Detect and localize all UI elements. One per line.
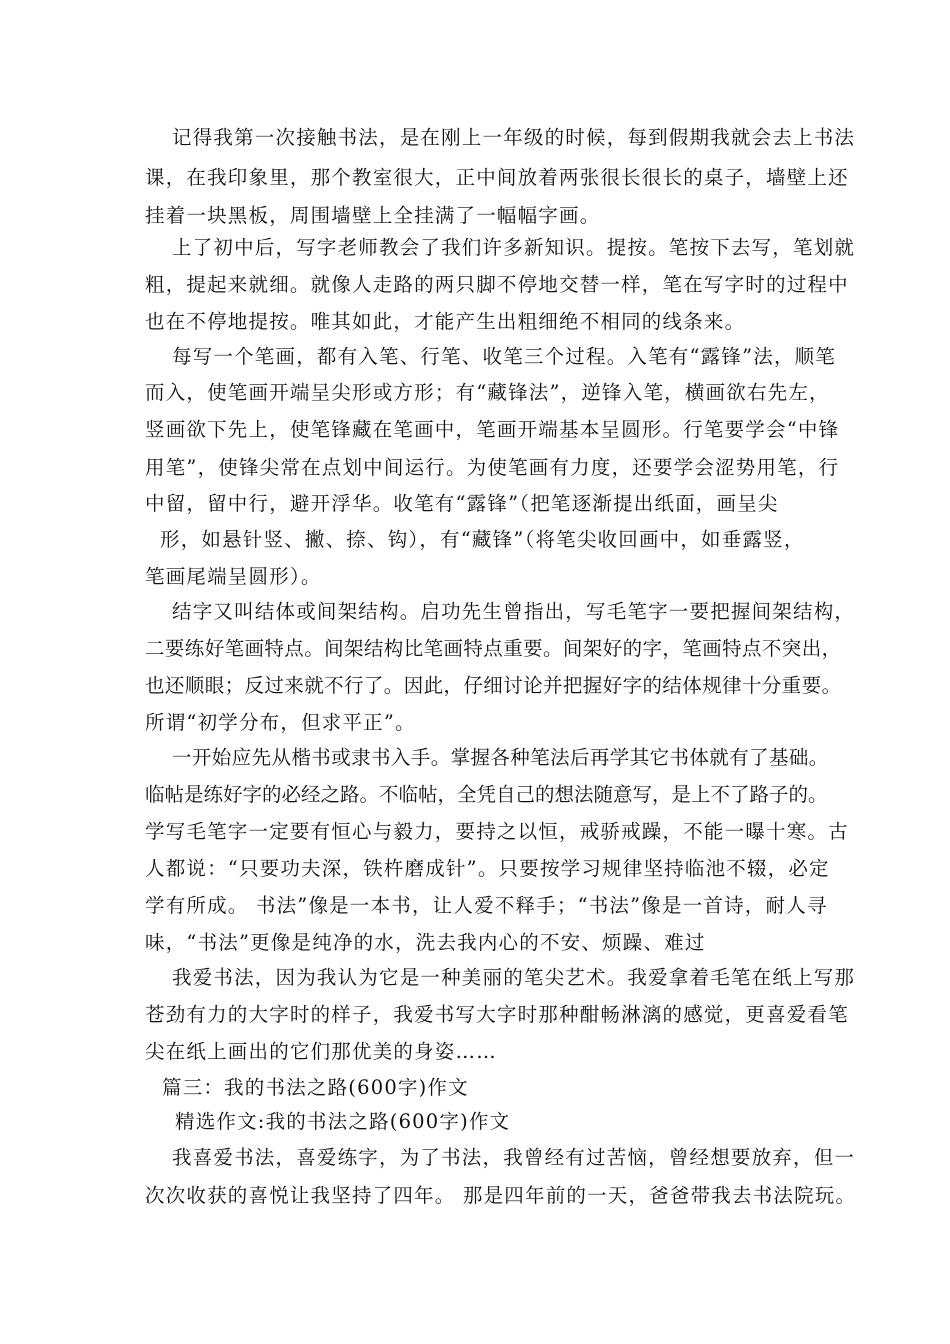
paragraph-line: 而入，使笔画开端呈尖形或方形；有“藏锋法”，逆锋入笔，横画欲右先左，: [145, 381, 830, 404]
paragraph-line: 上了初中后，写字老师教会了我们许多新知识。提按。笔按下去写，笔划就: [172, 236, 856, 259]
paragraph-line: 一开始应先从楷书或隶书入手。掌握各种笔法后再学其它书体就有了基础。: [172, 746, 829, 769]
paragraph-line: 记得我第一次接触书法，是在刚上一年级的时候，每到假期我就会去上书法: [172, 126, 856, 149]
paragraph-line: 结字又叫结体或间架结构。启功先生曾指出，写毛笔字一要把握间架结构，: [172, 600, 856, 623]
paragraph-line: 次次收获的喜悦让我坚持了四年。 那是四年前的一天，爸爸带我去书法院玩。: [145, 1184, 857, 1207]
section-subheading: 精选作文:我的书法之路(600字)作文: [175, 1110, 511, 1133]
paragraph-line: 课，在我印象里，那个教室很大，正中间放着两张很长很长的桌子，墙壁上还: [145, 166, 849, 189]
paragraph-line: 苍劲有力的大字时的样子，我爱书写大字时那种酣畅淋漓的感觉，更喜爱看笔: [145, 1003, 849, 1026]
paragraph-line: 人都说：“只要功夫深，铁杵磨成针”。只要按学习规律坚持临池不辍，必定: [145, 857, 830, 880]
paragraph-line: 学写毛笔字一定要有恒心与毅力，要持之以恒，戒骄戒躁，不能一曝十寒。古: [145, 820, 849, 843]
paragraph-line: 我爱书法，因为我认为它是一种美丽的笔尖艺术。我爱拿着毛笔在纸上写那: [172, 966, 856, 989]
section-heading: 篇三：我的书法之路(600字)作文: [162, 1076, 469, 1099]
paragraph-line: 学有所成。 书法”像是一本书，让人爱不释手；“书法”像是一首诗，耐人寻: [145, 894, 828, 917]
paragraph-line: 所谓“初学分布，但求平正”。: [145, 711, 416, 734]
paragraph-line: 尖在纸上画出的它们那优美的身姿……: [145, 1040, 497, 1063]
paragraph-line: 每写一个笔画，都有入笔、行笔、收笔三个过程。入笔有“露锋”法，顺笔: [172, 345, 837, 368]
paragraph-line: 味，“书法”更像是纯净的水，洗去我内心的不安、烦躁、难过: [145, 931, 706, 954]
paragraph-line: 也还顺眼；反过来就不行了。因此，仔细讨论并把握好字的结体规律十分重要。: [145, 674, 842, 697]
paragraph-line: 中留，留中行，避开浮华。收笔有“露锋”（把笔逐渐提出纸面，画呈尖: [145, 492, 779, 515]
paragraph-line: 挂着一块黑板，周围墙壁上全挂满了一幅幅字画。: [145, 204, 601, 227]
paragraph-line: 我喜爱书法，喜爱练字，为了书法，我曾经有过苦恼，曾经想要放弃，但一: [172, 1146, 856, 1169]
paragraph-line: 也在不停地提按。唯其如此，才能产生出粗细绝不相同的线条来。: [145, 310, 746, 333]
paragraph-line: 用笔”，使锋尖常在点划中间运行。为使笔画有力度，还要学会涩势用笔，行: [145, 456, 840, 479]
paragraph-line: 二要练好笔画特点。间架结构比笔画特点重要。间架好的字，笔画特点不突出，: [145, 637, 842, 660]
paragraph-line: 粗，提起来就细。就像人走路的两只脚不停地交替一样，笔在写字时的过程中: [145, 273, 849, 296]
paragraph-line: 形，如悬针竖、撇、捺、钩），有“藏锋”（将笔尖收回画中，如垂露竖，: [160, 528, 805, 551]
paragraph-line: 笔画尾端呈圆形）。: [145, 565, 322, 588]
paragraph-line: 竖画欲下先上，使笔锋藏在笔画中，笔画开端基本呈圆形。行笔要学会“中锋: [145, 418, 840, 441]
paragraph-line: 临帖是练好字的必经之路。不临帖，全凭自己的想法随意写，是上不了路子的。: [145, 783, 828, 806]
